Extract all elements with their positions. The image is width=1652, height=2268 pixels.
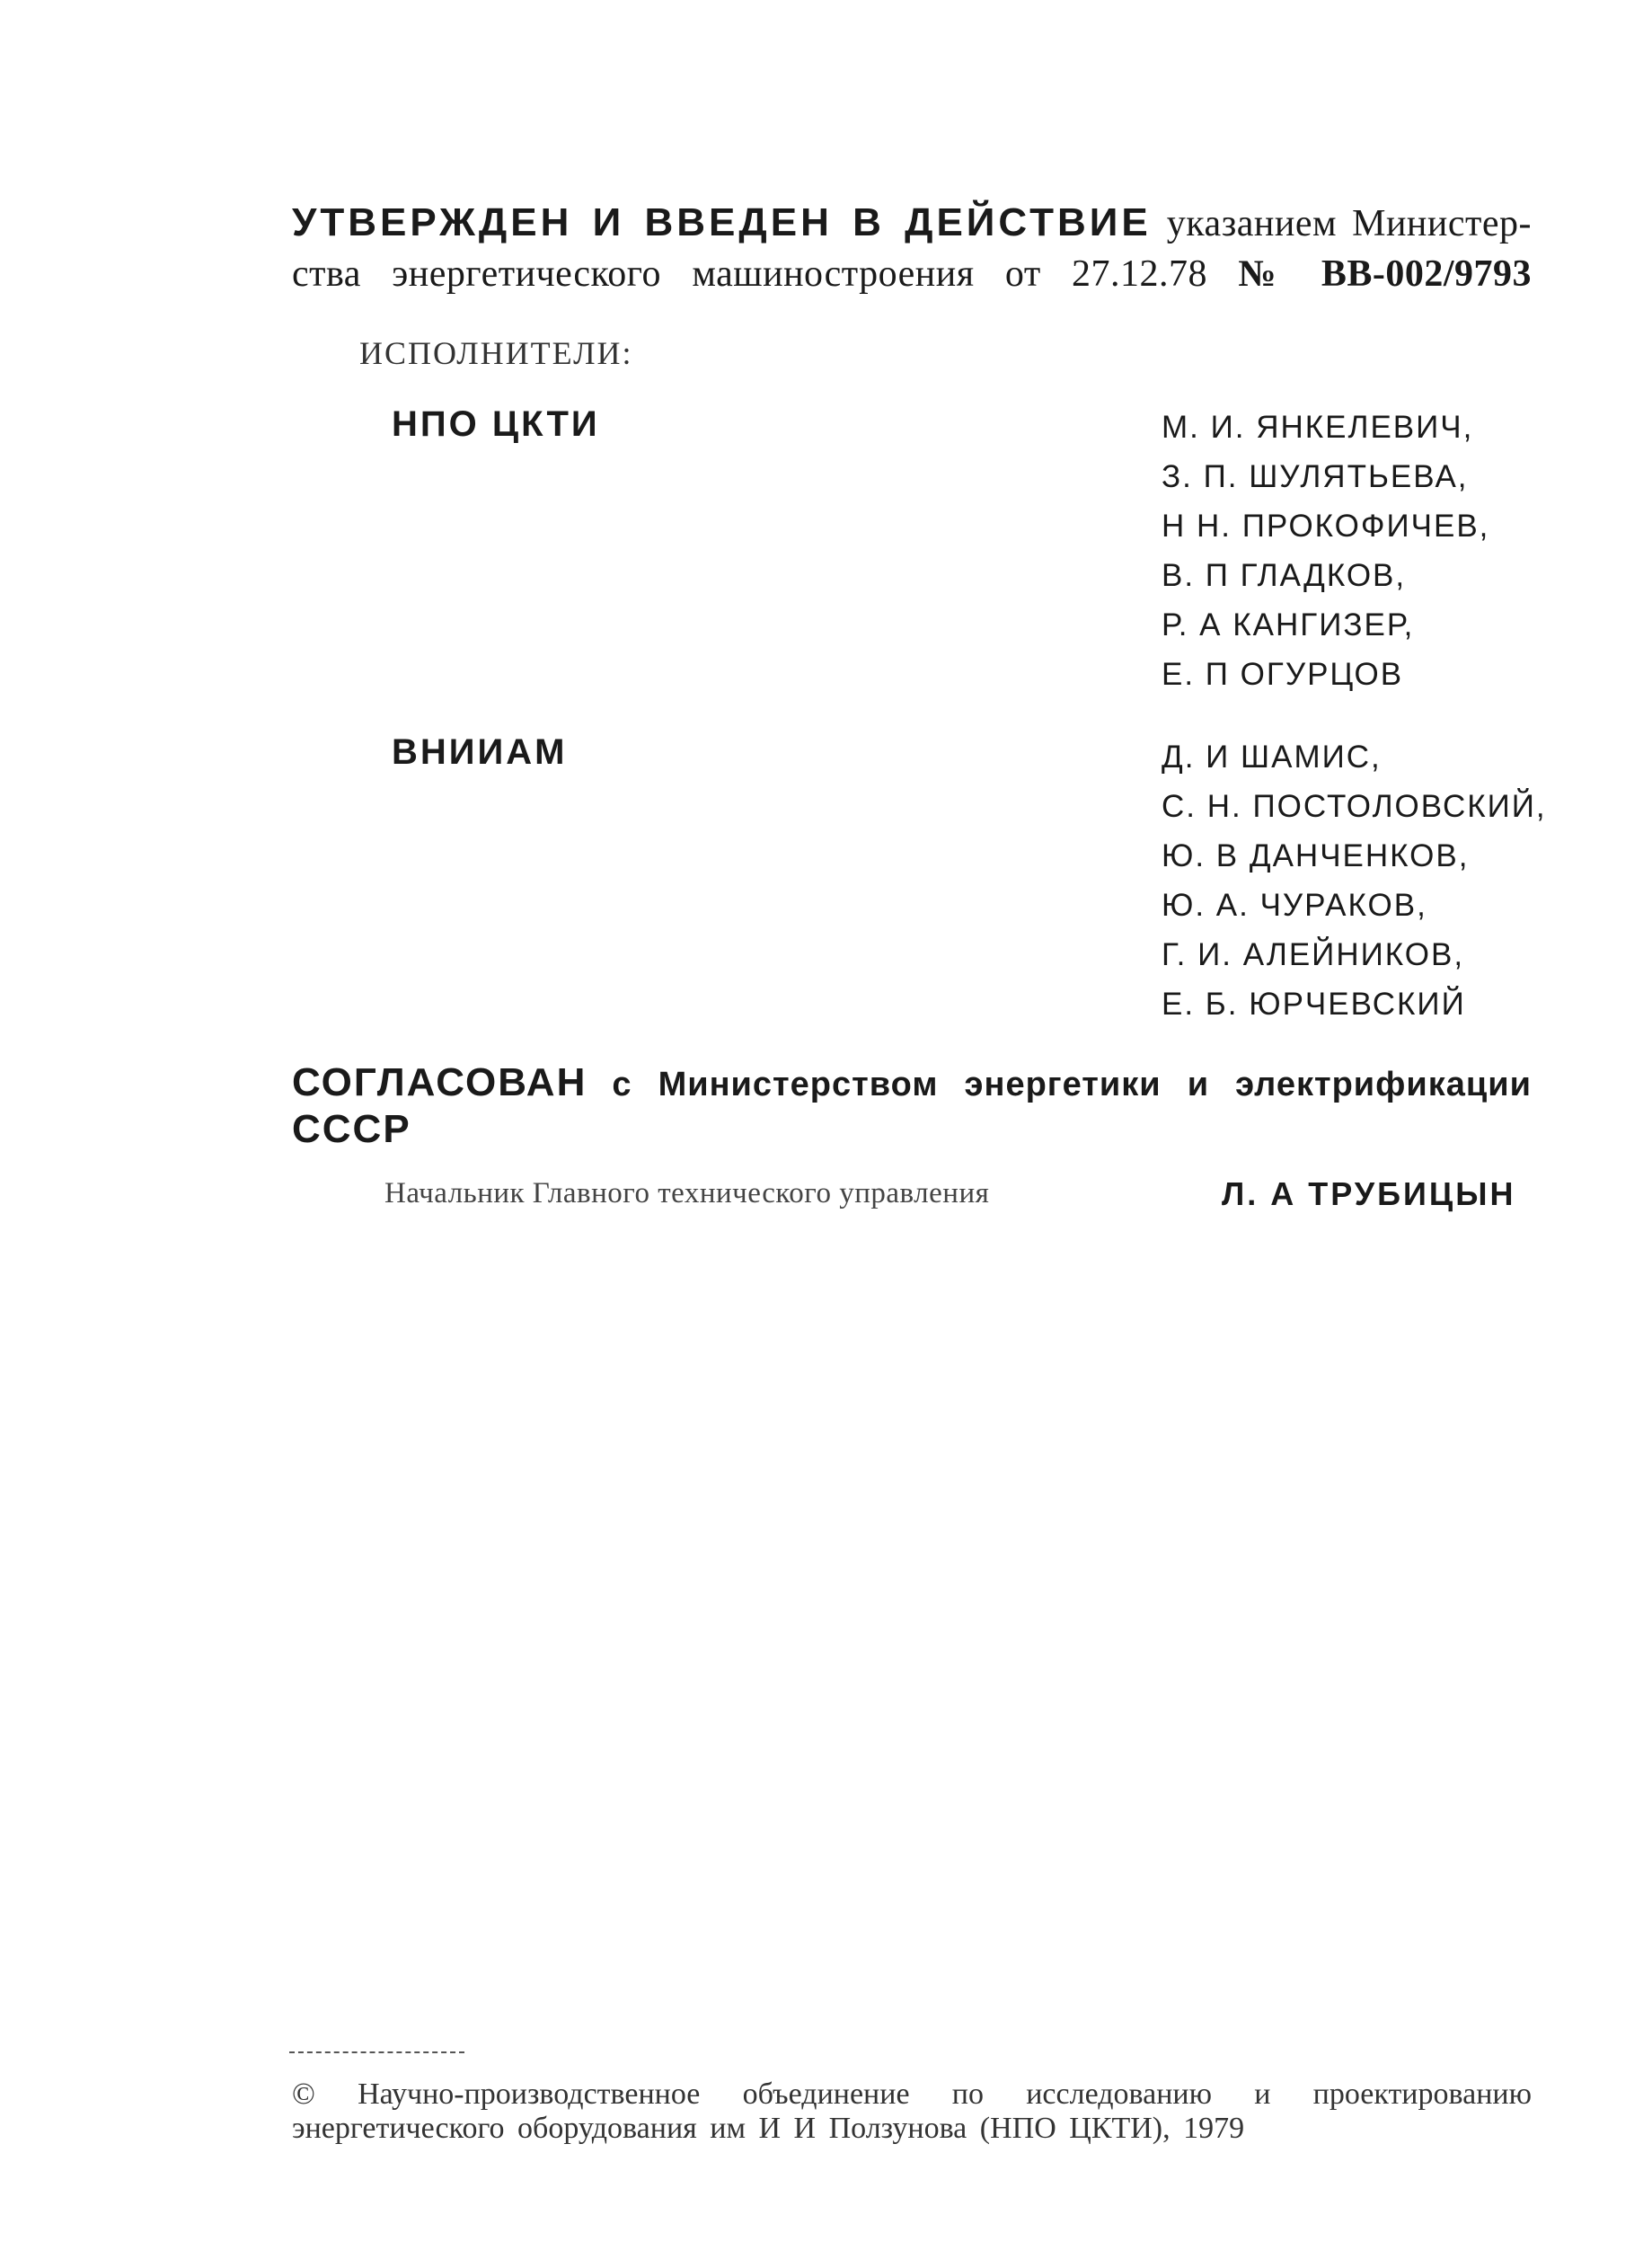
member-name: З. П. ШУЛЯТЬЕВА,: [1162, 459, 1469, 494]
approval-lead: УТВЕРЖДЕН И ВВЕДЕН В ДЕЙСТВИЕ: [292, 200, 1152, 244]
member-name: В. П ГЛАДКОВ,: [1162, 558, 1407, 593]
member-name: Е. П ОГУРЦОВ: [1162, 657, 1404, 692]
member-name: Н Н. ПРОКОФИЧЕВ,: [1162, 509, 1490, 544]
footnote-line-2: энергетического оборудования им И И Ползунова (НПО ЦКТИ), 1979: [292, 2112, 1245, 2145]
member-name: Д. И ШАМИС,: [1162, 740, 1382, 775]
organization-name: НПО ЦКТИ: [392, 404, 600, 444]
member-name: Ю. В ДАНЧЕНКОВ,: [1162, 838, 1470, 873]
agreement-country: СССР: [292, 1107, 411, 1151]
member-name: С. Н. ПОСТОЛОВСКИЙ,: [1162, 789, 1547, 824]
member-name: Е. Б. ЮРЧЕВСКИЙ: [1162, 987, 1466, 1022]
footnote-separator: [289, 2051, 464, 2053]
copyright-footnote: [292, 2078, 1532, 2146]
member-list: [1162, 732, 1547, 1029]
member-name: Г. И. АЛЕЙНИКОВ,: [1162, 937, 1465, 972]
agreement-lead: СОГЛАСОВАН: [292, 1060, 587, 1104]
approval-line-2: [292, 249, 1532, 299]
organization-name: ВНИИАМ: [392, 732, 568, 772]
member-name: Ю. А. ЧУРАКОВ,: [1162, 888, 1427, 923]
approval-text-1: указанием Министер-: [1166, 203, 1533, 244]
approval-line-1: [292, 200, 1533, 244]
approval-order-number: № ВВ-002/9793: [1238, 253, 1533, 295]
agreement-statement: [292, 1060, 1532, 1152]
member-name: Р. А КАНГИЗЕР,: [1162, 607, 1415, 642]
agreement-line-1: [292, 1060, 1532, 1107]
signatory-title: Начальник Главного технического управления: [384, 1177, 990, 1209]
approval-statement: [292, 198, 1532, 299]
agreement-text: с Министерством энергетики и электрификации: [612, 1066, 1533, 1103]
member-name: М. И. ЯНКЕЛЕВИЧ,: [1162, 410, 1474, 445]
member-list: [1162, 403, 1489, 699]
approval-text-2: ства энергетического машиностроения от 27.12.78: [292, 253, 1208, 295]
executors-heading: ИСПОЛНИТЕЛИ:: [359, 335, 633, 371]
signatory-name: Л. А ТРУБИЦЫН: [1222, 1175, 1516, 1212]
footnote-line-1: © Научно-производственное объединение по исследованию и проектированию: [292, 2078, 1532, 2111]
